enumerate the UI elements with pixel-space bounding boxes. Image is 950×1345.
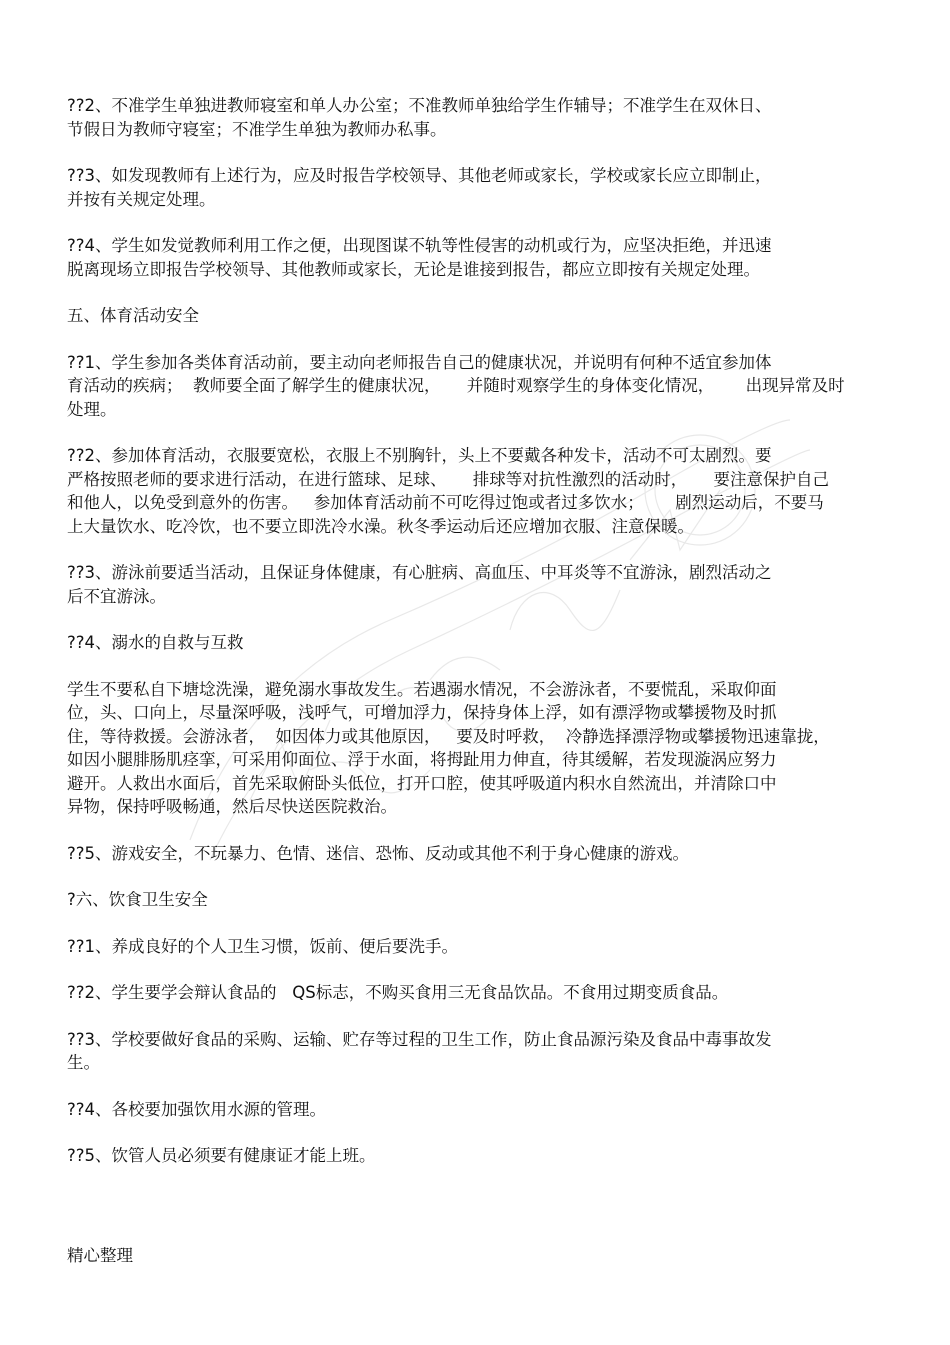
paragraph (67, 561, 882, 608)
paragraph-line: 节假日为教师守寝室；不准学生单独为教师办私事。 (67, 119, 447, 139)
paragraph-line: 脱离现场立即报告学校领导、其他教师或家长，无论是谁接到报告，都应立即按有关规定处理。 (67, 259, 760, 279)
paragraph-line: 处理。 (67, 399, 117, 419)
paragraph (67, 234, 882, 281)
paragraph-line: ??4、学生如发觉教师利用工作之便，出现图谋不轨等性侵害的动机或行为，应坚决拒绝，并迅速 (67, 236, 772, 255)
paragraph-line: ??2、学生要学会辩认食品的 QS标志，不购买食用三无食品饮品。不食用过期变质食品。 (67, 983, 729, 1002)
paragraph-line: 生。 (67, 1053, 100, 1072)
paragraph-line: 并按有关规定处理。 (67, 189, 216, 209)
paragraph (67, 631, 882, 655)
paragraph-line: 住，等待救援。会游泳者， 如因体力或其他原因， 要及时呼救， 冷静选择漂浮物或攀援物迅速靠拢， (67, 726, 830, 746)
paragraph-line: ??2、参加体育活动，衣服要宽松，衣服上不别胸针，头上不要戴各种发卡，活动不可太剧烈。要 (67, 446, 772, 465)
paragraph-line: ??4、各校要加强饮用水源的管理。 (67, 1099, 327, 1119)
paragraph-line: ??5、游戏安全，不玩暴力、色情、迷信、恐怖、反动或其他不利于身心健康的游戏。 (67, 843, 690, 863)
paragraph-line: 上大量饮水、吃冷饮，也不要立即洗冷水澡。秋冬季运动后还应增加衣服、注意保暖。 (67, 516, 694, 536)
paragraph (67, 935, 882, 959)
paragraph-line: 和他人，以免受到意外的伤害。 参加体育活动前不可吃得过饱或者过多饮水； 剧烈运动后，不要马 (67, 493, 824, 512)
paragraph-line: ??5、饮管人员必须要有健康证才能上班。 (67, 1146, 376, 1165)
paragraph-line: 学生不要私自下塘埝洗澡，避免溺水事故发生。若遇溺水情况，不会游泳者，不要慌乱，采取仰面 (67, 679, 777, 699)
paragraph (67, 678, 882, 819)
paragraph (67, 1144, 882, 1168)
section-heading: ?六、饮食卫生安全 (67, 890, 208, 909)
paragraph-line: 如因小腿腓肠肌痉挛，可采用仰面位、浮于水面，将拇趾用力伸直，待其缓解，若发现漩涡应努力 (67, 750, 777, 769)
paragraph (67, 1098, 882, 1122)
paragraph-line: ??1、学生参加各类体育活动前，要主动向老师报告自己的健康状况，并说明有何种不适宜参加体 (67, 352, 772, 372)
paragraph-line: ??2、不准学生单独进教师寝室和单人办公室；不准教师单独给学生作辅导；不准学生在双休日、 (67, 96, 772, 115)
document-body (67, 94, 882, 1191)
paragraph-line: ??3、如发现教师有上述行为，应及时报告学校领导、其他老师或家长，学校或家长应立即制止， (67, 166, 772, 185)
paragraph (67, 94, 882, 141)
paragraph (67, 351, 882, 422)
footer-text: 精心整理 (67, 1246, 133, 1265)
paragraph (67, 981, 882, 1005)
paragraph-line: 后不宜游泳。 (67, 586, 166, 606)
paragraph-line: ??4、溺水的自救与互救 (67, 633, 244, 652)
paragraph-line: ??3、游泳前要适当活动，且保证身体健康，有心脏病、高血压、中耳炎等不宜游泳，剧烈活动之 (67, 563, 772, 582)
paragraph-line: 严格按照老师的要求进行活动，在进行篮球、足球、 排球等对抗性激烈的活动时， 要注意保护自己 (67, 469, 829, 489)
section-heading: 五、体育活动安全 (67, 306, 199, 325)
paragraph (67, 842, 882, 866)
paragraph (67, 444, 882, 538)
paragraph-line: ??3、学校要做好食品的采购、运输、贮存等过程的卫生工作，防止食品源污染及食品中毒事故发 (67, 1029, 772, 1049)
paragraph-line: ??1、养成良好的个人卫生习惯，饭前、便后要洗手。 (67, 936, 459, 956)
paragraph (67, 1028, 882, 1075)
paragraph (67, 164, 882, 211)
paragraph-line: 异物，保持呼吸畅通，然后尽快送医院救治。 (67, 797, 397, 816)
paragraph-line: 避开。人救出水面后，首先采取俯卧头低位，打开口腔，使其呼吸道内积水自然流出，并清除口中 (67, 773, 777, 793)
paragraph-line: 位，头、口向上，尽量深呼吸，浅呼气，可增加浮力，保持身体上浮，如有漂浮物或攀援物及时抓 (67, 703, 777, 722)
paragraph-line: 育活动的疾病； 教师要全面了解学生的健康状况， 并随时观察学生的身体变化情况， 出现异常及时 (67, 376, 845, 395)
